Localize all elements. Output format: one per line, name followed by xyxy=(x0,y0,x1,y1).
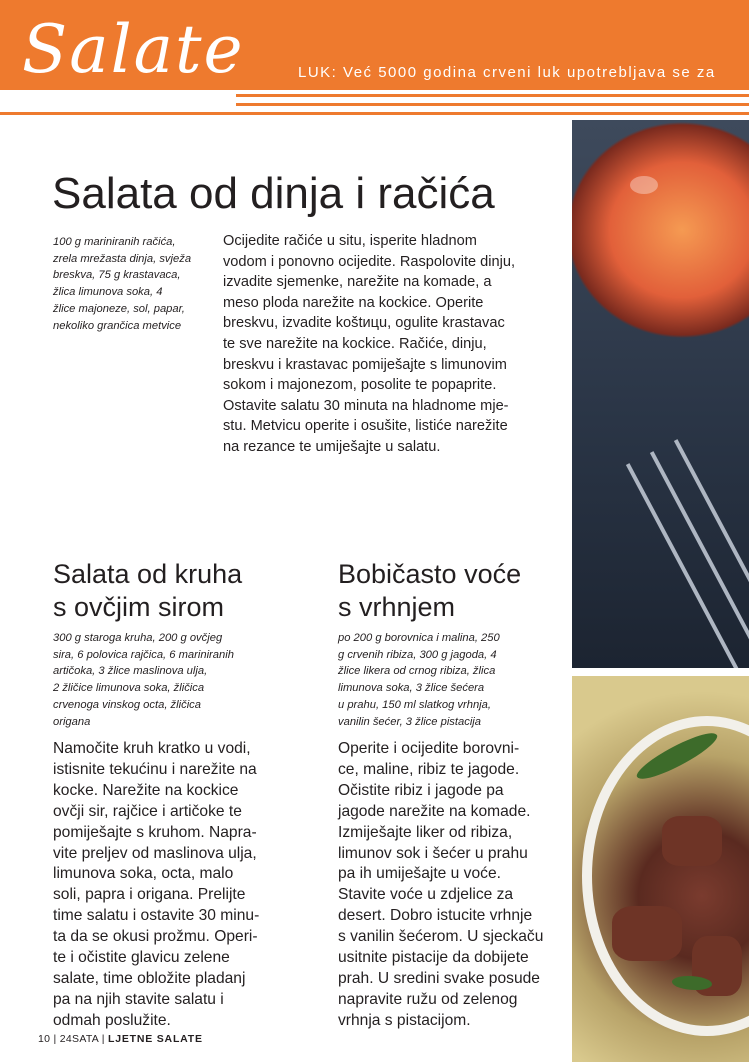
method-line: napravite ružu od zelenog xyxy=(338,990,518,1008)
ingredients-line: crvenoga vinskog octa, žličica xyxy=(53,698,201,711)
recipe-method xyxy=(53,739,259,1032)
ingredients-list xyxy=(338,630,500,730)
method-line: meso ploda narežite na kockice. Operite xyxy=(223,294,484,311)
footer-separator: | xyxy=(53,1033,57,1045)
ingredients-line: 300 g staroga kruha, 200 g ovčjeg xyxy=(53,632,223,644)
method-line: te sve narežite na kockice. Račiće, dinju, xyxy=(223,335,487,352)
header-ticker: LUK: Već 5000 godina crveni luk upotrebljava se za xyxy=(298,64,716,81)
ingredients-line: žlica limunova soka, 4 xyxy=(53,286,163,299)
recipe-title xyxy=(53,558,242,624)
method-line: breskvu i krastavac pomiješajte s limunovim xyxy=(223,356,507,373)
method-line: usitnite pistacije da dobijete xyxy=(338,949,529,967)
ingredients-line: zrela mrežasta dinja, svježa xyxy=(53,252,192,265)
method-line: istisnite tekućinu i narežite na xyxy=(53,760,257,778)
header-stripe xyxy=(236,94,749,97)
title-line: s vrhnjem xyxy=(338,592,456,622)
method-line: Stavite voće u zdjelice za xyxy=(338,886,514,904)
peach-highlight xyxy=(630,176,658,194)
ingredients-line: 2 žličice limunova soka, žličica xyxy=(53,682,205,695)
ingredients-line: g crvenih ribiza, 300 g jagoda, 4 xyxy=(338,648,497,661)
method-line: jagode narežite na komade. xyxy=(338,802,531,820)
method-line: breskvu, izvadite koštицu, ogulite krastavac xyxy=(223,315,505,332)
method-line: pomiješajte s kruhom. Napra- xyxy=(53,823,257,841)
recipe-method xyxy=(338,739,543,1032)
ingredients-line: žlice majoneze, sol, papar, xyxy=(53,302,185,315)
method-line: Ostavite salatu 30 minuta na hladnome mje- xyxy=(223,397,509,414)
ingredients-list xyxy=(53,630,234,730)
method-line: sokom i majonezom, posolite te popaprite. xyxy=(223,377,497,394)
method-line: te i očistite glavicu zelene xyxy=(53,949,230,967)
method-line: soli, papra i origana. Prelijte xyxy=(53,886,246,904)
method-line: na rezance te umiješajte u salatu. xyxy=(223,438,441,455)
footer-brand: 24SATA xyxy=(59,1033,99,1045)
recipe-title xyxy=(338,558,521,624)
method-line: desert. Dobro istucite vrhnje xyxy=(338,907,533,925)
ingredients-line: po 200 g borovnica i malina, 250 xyxy=(338,632,500,644)
method-line: ta da se okusi prožmu. Operi- xyxy=(53,928,258,946)
footer-separator: | xyxy=(101,1033,105,1045)
method-line: Operite i ocijedite borovni- xyxy=(338,740,520,757)
meat-piece xyxy=(662,816,722,866)
method-line: ovčji sir, rajčice i artičoke te xyxy=(53,802,242,820)
fork-tine xyxy=(626,463,742,668)
footer-section: LJETNE SALATE xyxy=(107,1033,203,1045)
method-line: vodom i ponovno ocijedite. Raspolovite dinju, xyxy=(223,253,516,270)
header-stripe xyxy=(0,112,749,115)
method-line: Očistite ribiz i jagode pa xyxy=(338,781,504,799)
title-line: s ovčjim sirom xyxy=(53,592,225,622)
page-footer xyxy=(38,1033,203,1045)
ingredients-list xyxy=(53,234,191,334)
ingredients-line: limunova soka, 3 žlice šećera xyxy=(338,682,485,695)
method-line: vrhnja s pistacijom. xyxy=(338,1011,471,1029)
method-line: Namočite kruh kratko u vodi, xyxy=(53,740,251,757)
method-line: salate, time obložite pladanj xyxy=(53,969,246,987)
method-line: Ocijedite račiće u situ, isperite hladnom xyxy=(223,233,477,249)
header-stripe xyxy=(236,103,749,106)
method-line: pa na njih stavite salatu i xyxy=(53,990,224,1008)
ingredients-line: breskva, 75 g krastavaca, xyxy=(53,269,181,282)
method-line: ce, maline, ribiz te jagode. xyxy=(338,760,520,778)
method-line: vite preljev od maslinova ulja, xyxy=(53,844,257,862)
method-line: stu. Metvicu operite i osušite, listiće narežite xyxy=(223,418,508,435)
method-line: limunov sok i šećer u prahu xyxy=(338,844,528,862)
method-line: izvadite sjemenke, narežite na komade, a xyxy=(223,274,492,291)
ingredients-line: artičoka, 3 žlice maslinova ulja, xyxy=(53,665,208,678)
method-line: s vanilin šećerom. U sjeckaču xyxy=(338,928,544,946)
meat-piece xyxy=(612,906,682,961)
ingredients-line: origana xyxy=(53,715,91,728)
title-line: Salata od kruha xyxy=(53,559,243,589)
photo-peach-fork xyxy=(572,120,749,668)
ingredients-line: sira, 6 polovica rajčica, 6 mariniranih xyxy=(53,648,234,661)
ingredients-line: u prahu, 150 ml slatkog vrhnja, xyxy=(338,698,491,711)
method-line: time salatu i ostavite 30 minu- xyxy=(53,907,260,925)
ingredients-line: 100 g mariniranih račića, xyxy=(53,236,176,248)
method-line: Izmiješajte liker od ribiza, xyxy=(338,823,513,841)
photo-salad-plate xyxy=(572,676,749,1062)
page-number: 10 xyxy=(38,1033,51,1045)
ingredients-line: vanilin šećer, 3 žlice pistacija xyxy=(338,715,482,728)
method-line: prah. U sredini svake posude xyxy=(338,969,540,987)
recipe-title: Salata od dinja i račića xyxy=(52,169,495,218)
ingredients-line: nekoliko grančica metvice xyxy=(53,319,182,332)
recipe-method xyxy=(223,231,515,458)
method-line: pa ih umiješajte u voće. xyxy=(338,865,501,883)
section-logo: Salate xyxy=(22,11,245,88)
title-line: Bobičasto voće xyxy=(338,559,522,589)
method-line: kocke. Narežite na kockice xyxy=(53,781,239,799)
ingredients-line: žlice likera od crnog ribiza, žlica xyxy=(338,665,496,678)
method-line: odmah poslužite. xyxy=(53,1011,171,1029)
method-line: limunova soka, octa, malo xyxy=(53,865,234,883)
